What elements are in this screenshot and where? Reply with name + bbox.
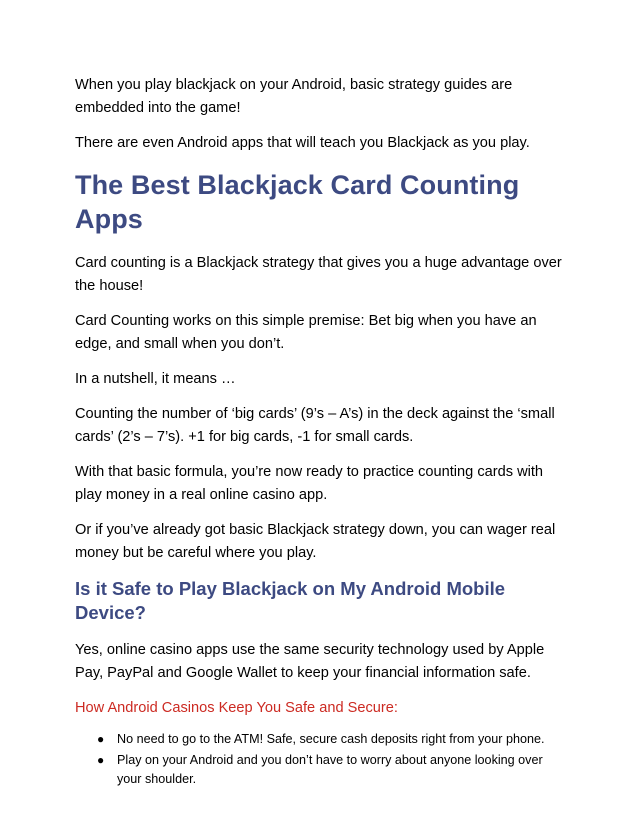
- bullet-text: No need to go to the ATM! Safe, secure cash deposits right from your phone.: [117, 732, 545, 746]
- bullet-list: [75, 730, 567, 789]
- bullet-dot-icon: ●: [97, 732, 105, 746]
- safe-paragraph: Yes, online casino apps use the same security technology used by Apple Pay, PayPal and Google Wallet to keep your financial information safe.: [75, 642, 545, 681]
- subheading-safe-and-secure: How Android Casinos Keep You Safe and Secure:: [75, 700, 398, 716]
- document-page: [75, 74, 567, 791]
- counting-paragraph-3: In a nutshell, it means …: [75, 371, 236, 387]
- bullet-dot-icon: ●: [97, 753, 105, 767]
- counting-paragraph-6: Or if you’ve already got basic Blackjack strategy down, you can wager real money but be careful where you play.: [75, 522, 556, 561]
- counting-paragraph-5: With that basic formula, you’re now ready to practice counting cards with play money in a real online casino app.: [75, 464, 544, 503]
- intro-paragraph-2: There are even Android apps that will teach you Blackjack as you play.: [75, 135, 530, 151]
- heading-card-counting-apps: The Best Blackjack Card Counting Apps: [75, 170, 520, 234]
- bullet-text: Play on your Android and you don’t have to worry about anyone looking over your shoulder.: [117, 753, 543, 786]
- list-item: [97, 730, 567, 749]
- counting-paragraph-1: Card counting is a Blackjack strategy that gives you a huge advantage over the house!: [75, 255, 562, 294]
- list-item: [97, 751, 567, 789]
- heading-is-it-safe: Is it Safe to Play Blackjack on My Android Mobile Device?: [75, 578, 506, 623]
- counting-paragraph-4: Counting the number of ‘big cards’ (9’s – A’s) in the deck against the ‘small cards’ (2’s – 7’s). +1 for big cards, -1 for small cards.: [75, 406, 555, 445]
- intro-paragraph-1: When you play blackjack on your Android, basic strategy guides are embedded into the game!: [75, 77, 513, 116]
- counting-paragraph-2: Card Counting works on this simple premise: Bet big when you have an edge, and small when you don’t.: [75, 313, 537, 352]
